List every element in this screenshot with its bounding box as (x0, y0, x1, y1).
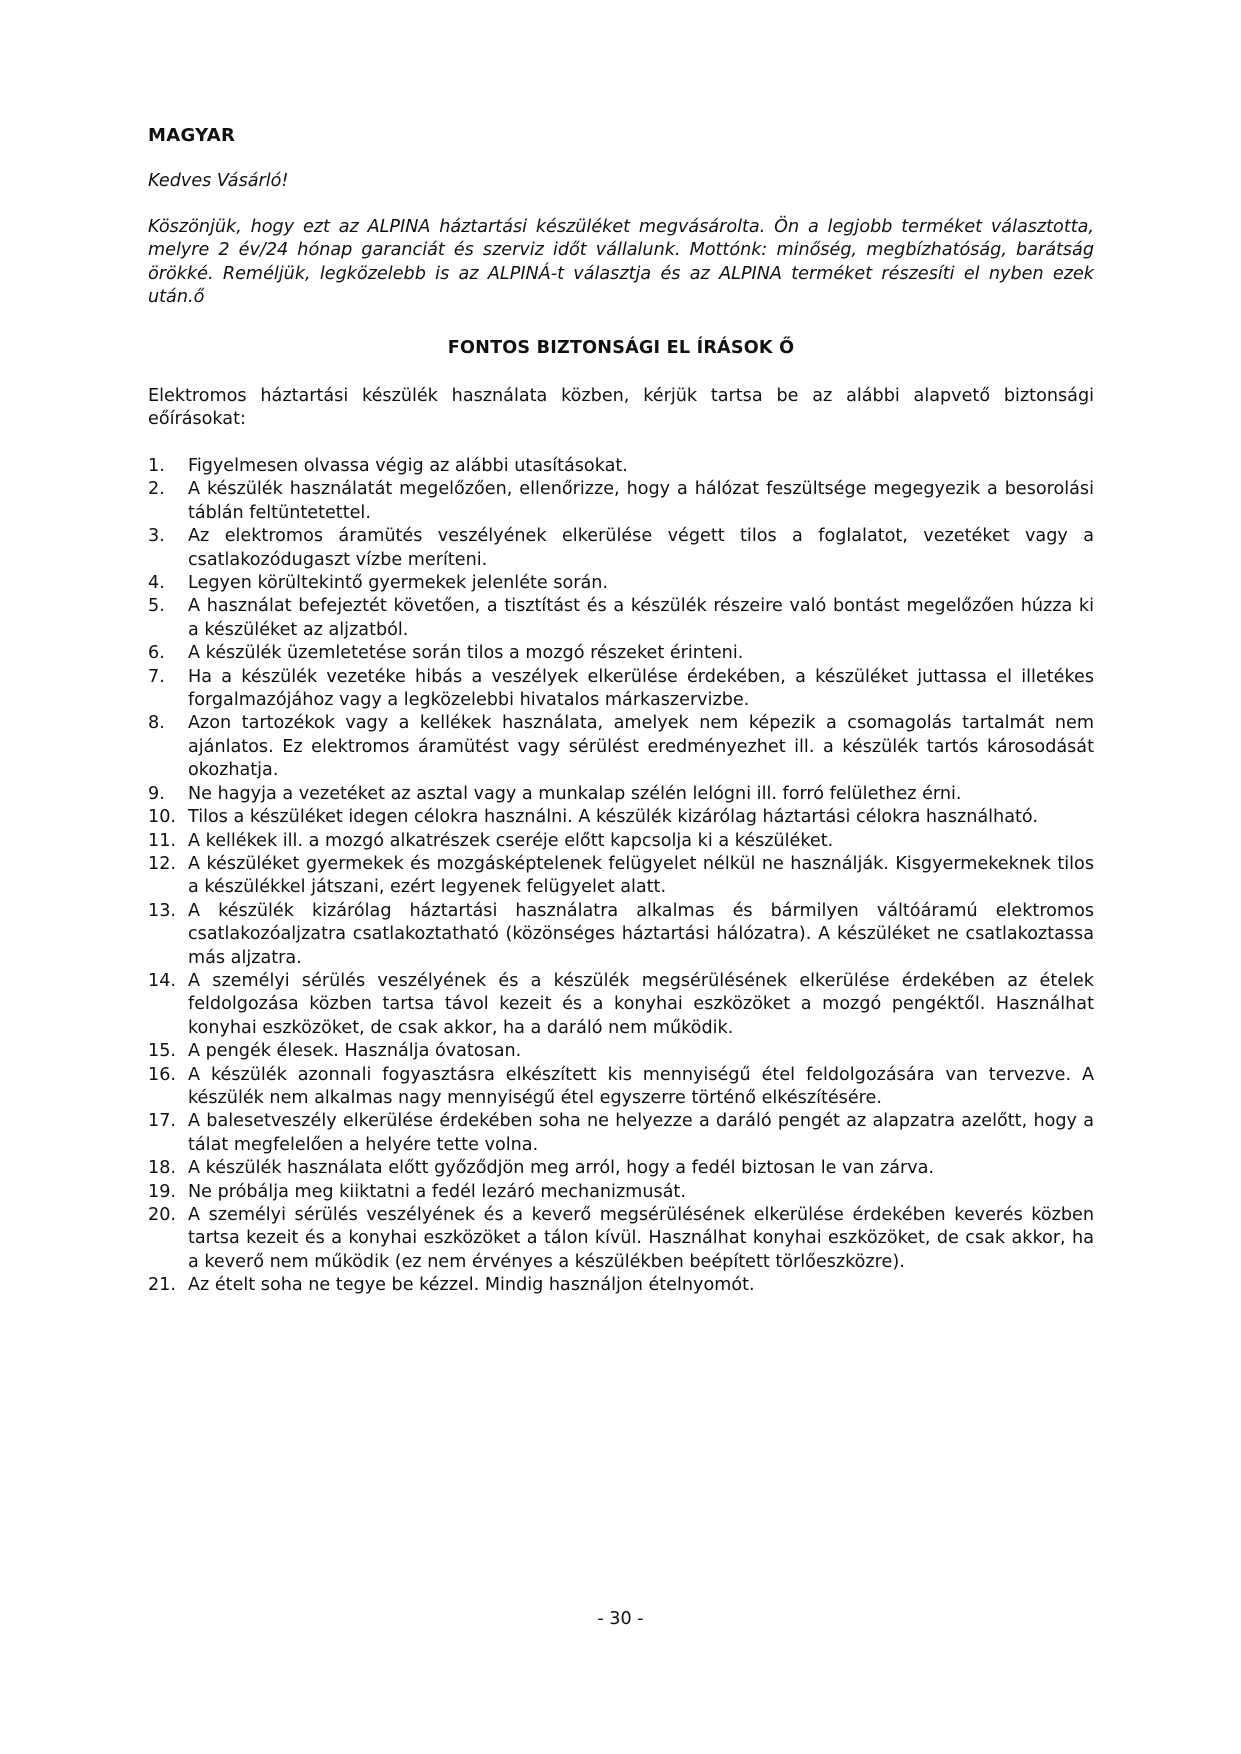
list-item-number: 19. (148, 1181, 176, 1202)
page-number: - 30 - (597, 1609, 644, 1629)
list-item (148, 1064, 1094, 1111)
greeting: Kedves Vásárló! (148, 171, 289, 191)
list-item-number: 6. (148, 643, 165, 664)
list-item (148, 595, 1094, 642)
list-item-number: 13. (148, 900, 176, 921)
list-item-number: 4. (148, 573, 165, 594)
intro-paragraph: Köszönjük, hogy ezt az ALPINA háztartási készüléket megvásárolta. Ön a legjobb terméket választotta, melyre 2 év/24 hónap garanciát és szerviz időt vállalunk. Mottónk: minőség, megbízhatóság, barátság örökké. Reméljük, legközelebb is az ALPINÁ-t választja és az ALPINA terméket részesíti el nyben ezek után.ő (148, 217, 1094, 308)
list-item (148, 970, 1094, 1040)
list-item-text: A használat befejeztét követően, a tisztítást és a készülék részeire való bontást megelőzően húzza ki a készüléket az aljzatból. (188, 596, 1094, 640)
list-item (148, 525, 1094, 572)
list-item-text: Ha a készülék vezetéke hibás a veszélyek elkerülése érdekében, a készüléket juttassa el illetékes forgalmazójához vagy a legközelebbi hivatalos márkaszervizbe. (188, 666, 1094, 711)
list-item (148, 712, 1094, 782)
list-item-text: A személyi sérülés veszélyének és a keverő megsérülésének elkerülése érdekében keverés közben tartsa kezeit és a konyhai eszközöket a tálon kívül. Használhat konyhai eszközöket, de csak akkor, ha a keverő nem működik (ez nem érvényes a készülékben beépített törlőeszközre). (188, 1205, 1094, 1272)
list-item-text: Az ételt soha ne tegye be kézzel. Mindig használjon ételnyomót. (188, 1275, 755, 1296)
list-item-text: A kellékek ill. a mozgó alkatrészek cseréje előtt kapcsolja ki a készüléket. (188, 830, 834, 851)
list-item (148, 783, 1094, 806)
list-item-number: 1. (148, 456, 165, 476)
list-item (148, 455, 1094, 478)
list-item-number: 14. (148, 970, 176, 991)
list-item-text: A készülék használata előtt győződjön meg arról, hogy a fedél biztosan le van zárva. (188, 1158, 935, 1179)
list-item-number: 7. (148, 666, 165, 687)
list-item-number: 5. (148, 596, 165, 617)
list-item-text: A készülék azonnali fogyasztásra elkészített kis mennyiségű étel feldolgozására van tervezve. A készülék nem alkalmas nagy mennyiségű étel egyszerre történő elkészítésére. (188, 1064, 1094, 1108)
list-item-number: 12. (148, 853, 176, 874)
list-item-text: A pengék élesek. Használja óvatosan. (188, 1041, 522, 1062)
list-item-text: A készülék használatát megelőzően, ellenőrizze, hogy a hálózat feszültsége megegyezik a besorolási táblán feltüntetettel. (188, 479, 1094, 523)
list-item (148, 1274, 1094, 1297)
list-item (148, 1157, 1094, 1180)
list-item-number: 17. (148, 1111, 176, 1132)
list-item-text: A készülék üzemletetése során tilos a mozgó részeket érinteni. (188, 643, 744, 664)
list-item-text: Ne hagyja a vezetéket az asztal vagy a munkalap szélén lelógni ill. forró felülethez érni. (188, 783, 962, 804)
list-item (148, 900, 1094, 970)
list-item-text: Tilos a készüléket idegen célokra használni. A készülék kizárólag háztartási célokra használható. (188, 807, 1038, 828)
list-item-number: 16. (148, 1064, 176, 1085)
list-item-text: A személyi sérülés veszélyének és a készülék megsérülésének elkerülése érdekében az ételek feldolgozása közben tartsa távol kezeit és a konyhai eszközöket a mozgó pengéktől. Használhat konyhai eszközöket, de csak akkor, ha a daráló nem működik. (188, 970, 1094, 1038)
list-item (148, 1181, 1094, 1204)
list-item-number: 11. (148, 830, 176, 851)
list-item (148, 1204, 1094, 1274)
list-item-number: 15. (148, 1041, 176, 1062)
list-item (148, 642, 1094, 665)
list-item-number: 21. (148, 1275, 176, 1296)
safety-rules-list (148, 455, 1094, 1298)
list-item-text: Az elektromos áramütés veszélyének elkerülése végett tilos a foglalatot, vezetéket vagy a csatlakozódugaszt vízbe meríteni. (188, 526, 1094, 570)
list-item-text: A balesetveszély elkerülése érdekében soha ne helyezze a daráló pengét az alapzatra azelőtt, hogy a tálat megfelelően a helyére tette volna. (188, 1111, 1094, 1155)
list-item-text: Legyen körültekintő gyermekek jelenléte során. (188, 573, 609, 594)
section-title: FONTOS BIZTONSÁGI EL ÍRÁSOK Ő (447, 338, 795, 358)
list-item-text: A készüléket gyermekek és mozgásképtelenek felügyelet nélkül ne használják. Kisgyermekeknek tilos a készülékkel játszani, ezért legyenek felügyelet alatt. (188, 853, 1094, 898)
list-item-text: Azon tartozékok vagy a kellékek használata, amelyek nem képezik a csomagolás tartalmát nem ajánlatos. Ez elektromos áramütést vagy sérülést eredményezhet ill. a készülék tartós károsodását okozhatja. (188, 713, 1094, 781)
list-item-number: 8. (148, 713, 165, 734)
list-item-number: 20. (148, 1205, 176, 1225)
language-heading: MAGYAR (148, 125, 236, 146)
list-item (148, 1110, 1094, 1157)
list-item (148, 478, 1094, 525)
list-item (148, 806, 1094, 829)
list-item (148, 666, 1094, 713)
list-item-text: A készülék kizárólag háztartási használatra alkalmas és bármilyen váltóáramú elektromos csatlakozóaljzatra csatlakoztatható (közönséges háztartási hálózatra). A készüléket ne csatlakoztassa más aljzatra. (188, 900, 1094, 968)
lead-paragraph: Elektromos háztartási készülék használata közben, kérjük tartsa be az alábbi alapvető biztonsági eőírásokat: (148, 386, 1094, 430)
list-item-text: Ne próbálja meg kiiktatni a fedél lezáró mechanizmusát. (188, 1181, 686, 1202)
list-item-text: Figyelmesen olvassa végig az alábbi utasításokat. (188, 456, 628, 476)
list-item (148, 572, 1094, 595)
list-item (148, 830, 1094, 853)
list-item (148, 853, 1094, 900)
list-item-number: 3. (148, 526, 165, 547)
list-item-number: 9. (148, 783, 165, 804)
list-item-number: 2. (148, 479, 165, 500)
list-item (148, 1040, 1094, 1063)
list-item-number: 10. (148, 807, 176, 828)
list-item-number: 18. (148, 1158, 176, 1179)
